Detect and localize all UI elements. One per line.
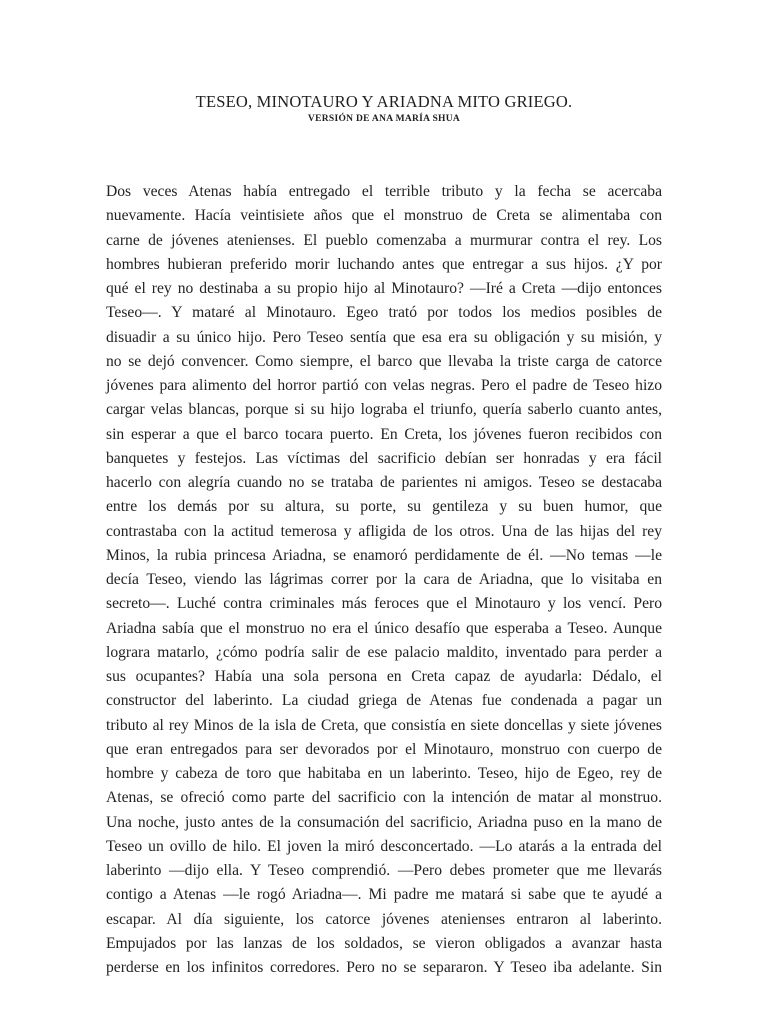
- text-line: Empujados por las lanzas de los soldados, se vieron obligados a avanzar hasta: [106, 934, 662, 952]
- text-line: sus ocupantes? Había una sola persona en Creta capaz de ayudarla: Dédalo, el: [106, 668, 662, 685]
- text-line: Minos, la rubia princesa Ariadna, se enamoró perdidamente de él. —No temas —le: [106, 546, 662, 564]
- text-line: hombre y cabeza de toro que habitaba en un laberinto. Teseo, hijo de Egeo, rey de: [106, 765, 662, 782]
- text-line: sin esperar a que el barco tocara puerto. En Creta, los jóvenes fueron recibidos con: [106, 425, 662, 443]
- text-line: Una noche, justo antes de la consumación del sacrificio, Ariadna puso en la mano de: [106, 813, 662, 831]
- text-line: hacerlo con alegría cuando no se trataba de parientes ni amigos. Teseo se destacaba: [106, 474, 662, 491]
- text-line: hombres hubieran preferido morir luchando antes que entregar a sus hijos. ¿Y por: [106, 255, 662, 273]
- text-line: que eran entregados para ser devorados por el Minotauro, monstruo con cuerpo de: [106, 740, 662, 758]
- document-subtitle: VERSIÓN DE ANA MARÍA SHUA: [307, 114, 461, 124]
- text-line: nuevamente. Hacía veintisiete años que el monstruo de Creta se alimentaba con: [106, 207, 662, 225]
- text-line: tributo al rey Minos de la isla de Creta, que consistía en siete doncellas y siete jóvenes: [106, 716, 662, 734]
- text-line: contrastaba con la actitud temerosa y afligida de los otros. Una de las hijas del rey: [106, 522, 662, 540]
- text-line: Teseo—. Y mataré al Minotauro. Egeo trató por todos los medios posibles de: [106, 304, 662, 322]
- text-line: banquetes y festejos. Las víctimas del sacrificio debían ser honradas y era fácil: [106, 449, 662, 467]
- text-line: cargar velas blancas, porque si su hijo lograba el triunfo, quería saberlo cuanto antes,: [106, 401, 662, 419]
- text-line: no se dejó convencer. Como siempre, el barco que llevaba la triste carga de catorce: [106, 352, 662, 370]
- document-title: TESEO, MINOTAURO Y ARIADNA MITO GRIEGO.: [195, 92, 573, 111]
- text-line: constructor del laberinto. La ciudad griega de Atenas fue condenada a pagar un: [106, 692, 662, 710]
- text-line: laberinto —dijo ella. Y Teseo comprendió. —Pero debes prometer que me llevarás: [106, 862, 662, 879]
- text-line: escapar. Al día siguiente, los catorce jóvenes atenienses entraron al laberinto.: [106, 910, 662, 928]
- text-line: Ariadna sabía que el monstruo no era el único desafío que esperaba a Teseo. Aunque: [106, 619, 662, 637]
- text-line: entre los demás por su altura, su porte, su gentileza y su buen humor, que: [106, 498, 662, 516]
- body-paragraph: [106, 180, 662, 980]
- text-line: lograra matarlo, ¿cómo podría salir de ese palacio maldito, inventado para perder a: [106, 643, 662, 661]
- text-line: disuadir a su único hijo. Pero Teseo sentía que esa era su obligación y su misión, y: [106, 328, 662, 346]
- text-line: Atenas, se ofreció como parte del sacrificio con la intención de matar al monstruo.: [106, 789, 662, 807]
- text-line: secreto—. Luché contra criminales más feroces que el Minotauro y los vencí. Pero: [106, 595, 662, 613]
- text-line: Teseo un ovillo de hilo. El joven la miró desconcertado. —Lo atarás a la entrada del: [106, 837, 662, 855]
- text-line: perderse en los infinitos corredores. Pero no se separaron. Y Teseo iba adelante. Sin: [106, 959, 662, 976]
- text-line: jóvenes para alimento del horror partió con velas negras. Pero el padre de Teseo hizo: [106, 377, 662, 394]
- text-line: contigo a Atenas —le rogó Ariadna—. Mi padre me matará si sabe que te ayudé a: [106, 886, 662, 904]
- text-line: Dos veces Atenas había entregado el terrible tributo y la fecha se acercaba: [106, 183, 662, 200]
- text-line: qué el rey no destinaba a su propio hijo al Minotauro? —Iré a Creta —dijo entonces: [106, 280, 662, 297]
- text-line: decía Teseo, viendo las lágrimas correr por la cara de Ariadna, que lo visitaba en: [106, 571, 662, 588]
- text-line: carne de jóvenes atenienses. El pueblo comenzaba a murmurar contra el rey. Los: [106, 231, 662, 249]
